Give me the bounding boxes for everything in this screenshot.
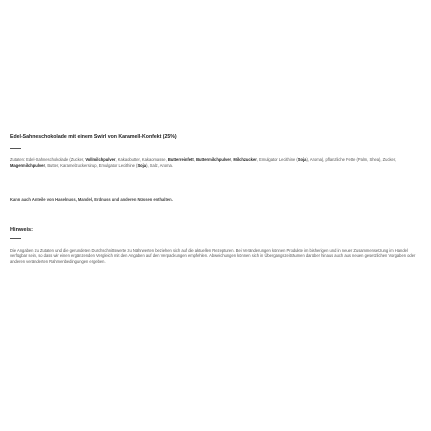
ingredient-highlight: Vollmilchpulver: [85, 157, 116, 162]
ingredients-separator: ,: [231, 157, 234, 162]
ingredient-highlight: Soja: [297, 157, 307, 162]
hint-text: Die Angaben zu Zutaten und die gerundeten Durchschnittswerte zu Nährwerten beziehen sich auf die aktuellen Rezepturen. Bei Veränderungen können Produkte im bisherigen und in neuer Zusammensetzung im Handel verfügbar sein, so dass wir einen ergänzenden Vergleich mit den Angaben auf den Verpackungen empfehlen. Abweichungen können sich in Übergangszeiträumen darüber hinaus auch aus neuen gesetzlichen Vorgaben oder anderen veränderten Rahmenbedingungen ergeben.: [10, 248, 416, 264]
ingredient-highlight: Butterreinfett: [167, 157, 194, 162]
ingredients-text-part: , Kakaobutter, Kakaomasse,: [115, 157, 168, 162]
ingredients-prefix: Zutaten: Edel-Sahneschokolade (Zucker,: [10, 157, 86, 162]
product-title: Edel-Sahneschokolade mit einem Swirl von Karamell-Konfekt (25%): [10, 134, 177, 140]
title-divider: [10, 148, 21, 149]
ingredient-highlight: Milchzucker: [233, 157, 257, 162]
hint-heading: Hinweis:: [10, 227, 34, 233]
ingredients-text-part: ), Aroma), pflanzliche Fette (Palm, Shea), Zucker,: [306, 157, 397, 162]
allergen-note: Kann auch Anteile von Haselnuss, Mandel, Erdnuss und anderen Nüssen enthalten.: [10, 197, 173, 202]
hint-divider: [10, 238, 21, 239]
ingredient-highlight: Buttermilchpulver: [196, 157, 232, 162]
ingredients-text-part: , Butter, Karamelzuckersirup, Emulgator Lecithine (: [45, 163, 138, 169]
ingredient-highlight: Soja: [137, 163, 147, 169]
ingredients-suffix: ), Salz, Aroma.: [146, 163, 173, 169]
ingredient-highlight: Magermilchpulver: [10, 163, 46, 169]
ingredients-text: [10, 157, 422, 169]
ingredients-text-part: , Emulgator Lecithine (: [256, 157, 298, 162]
ingredients-separator: ,: [193, 157, 197, 162]
